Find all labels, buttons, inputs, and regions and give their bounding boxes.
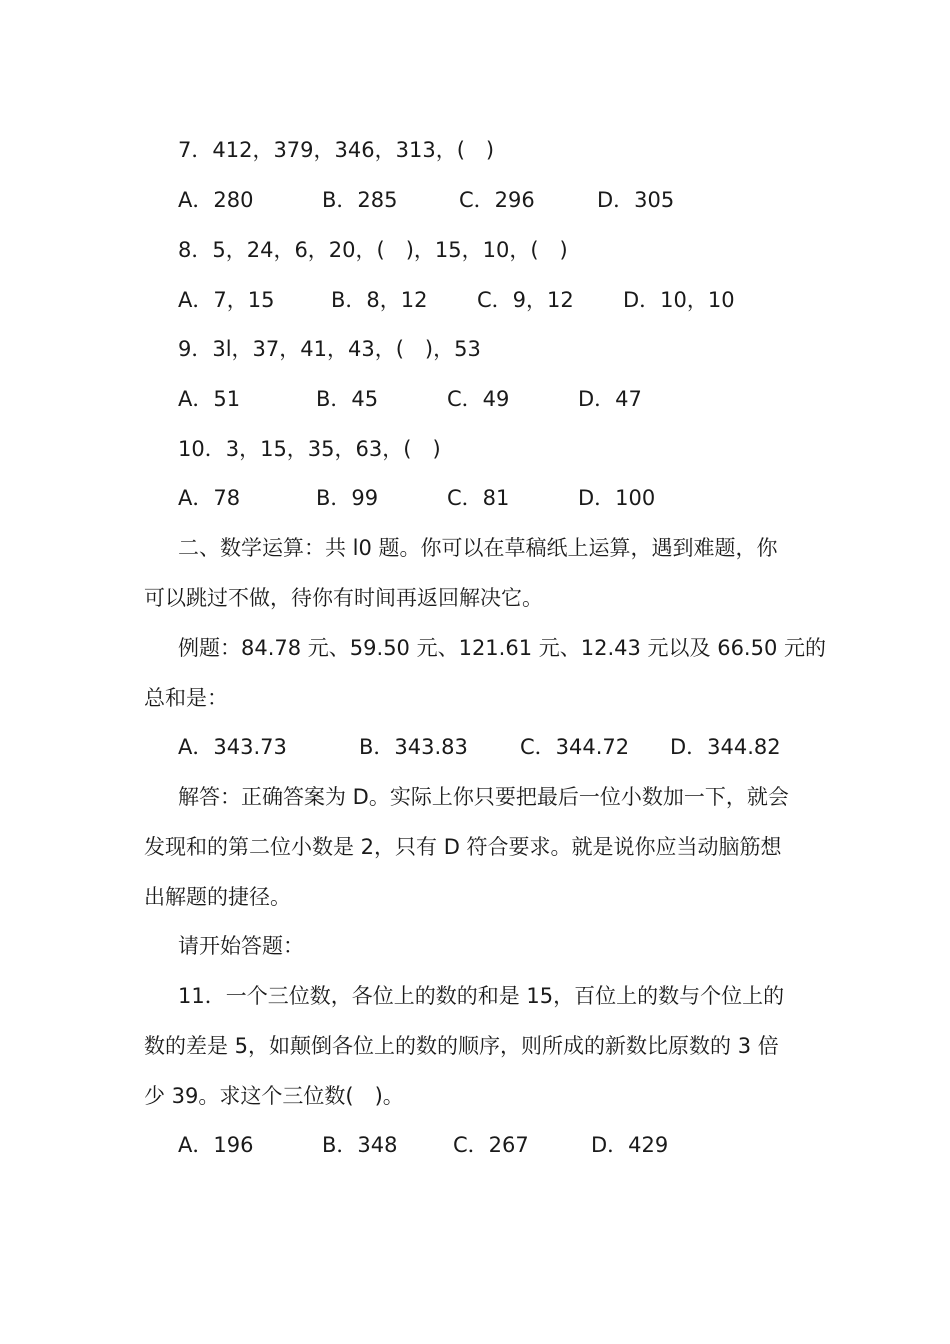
example-option-a: A．343.73 [178,735,287,759]
q10-option-c: C．81 [447,486,510,510]
q11-option-c: C．267 [453,1133,529,1157]
q10-option-d: D．100 [578,486,656,510]
question-11-line-1: 11．一个三位数，各位上的数的和是 15，百位上的数与个位上的 [178,984,785,1008]
answer-line-3: 出解题的捷径。 [144,885,291,909]
q9-option-c: C．49 [447,387,510,411]
q8-option-d: D．10，10 [623,288,735,312]
q7-option-b: B．285 [322,188,398,212]
answer-line-2: 发现和的第二位小数是 2，只有 D 符合要求。就是说你应当动脑筋想 [144,835,782,859]
q8-option-b: B．8，12 [331,288,428,312]
q9-option-b: B．45 [316,387,379,411]
question-8: 8．5，24，6，20，( )，15，10，( ) [178,238,568,262]
q9-option-d: D．47 [578,387,642,411]
question-7: 7．412，379，346，313，( ) [178,138,495,162]
section-heading-line-2: 可以跳过不做，待你有时间再返回解决它。 [144,586,543,610]
example-line-1: 例题：84.78 元、59.50 元、121.61 元、12.43 元以及 66.50 元的 [178,636,827,660]
q10-option-a: A．78 [178,486,241,510]
q11-option-d: D．429 [591,1133,669,1157]
q7-option-a: A．280 [178,188,254,212]
answer-line-1: 解答：正确答案为 D。实际上你只要把最后一位小数加一下，就会 [178,785,789,809]
q7-option-c: C．296 [459,188,535,212]
question-9: 9．3l，37，41，43，( )，53 [178,337,481,361]
question-10: 10．3，15，35，63，( ) [178,437,441,461]
q8-option-c: C．9，12 [477,288,574,312]
example-line-2: 总和是： [144,686,228,710]
question-11-line-2: 数的差是 5，如颠倒各位上的数的顺序，则所成的新数比原数的 3 倍 [144,1034,779,1058]
question-11-line-3: 少 39。求这个三位数( )。 [144,1084,404,1108]
example-option-b: B．343.83 [359,735,468,759]
example-option-d: D．344.82 [670,735,781,759]
q10-option-b: B．99 [316,486,379,510]
q9-option-a: A．51 [178,387,241,411]
q7-option-d: D．305 [597,188,675,212]
section-heading-line-1: 二、数学运算：共 l0 题。你可以在草稿纸上运算，遇到难题，你 [178,536,778,560]
q8-option-a: A．7，15 [178,288,275,312]
start-instruction: 请开始答题： [178,934,304,958]
q11-option-b: B．348 [322,1133,398,1157]
q11-option-a: A．196 [178,1133,254,1157]
example-option-c: C．344.72 [520,735,630,759]
